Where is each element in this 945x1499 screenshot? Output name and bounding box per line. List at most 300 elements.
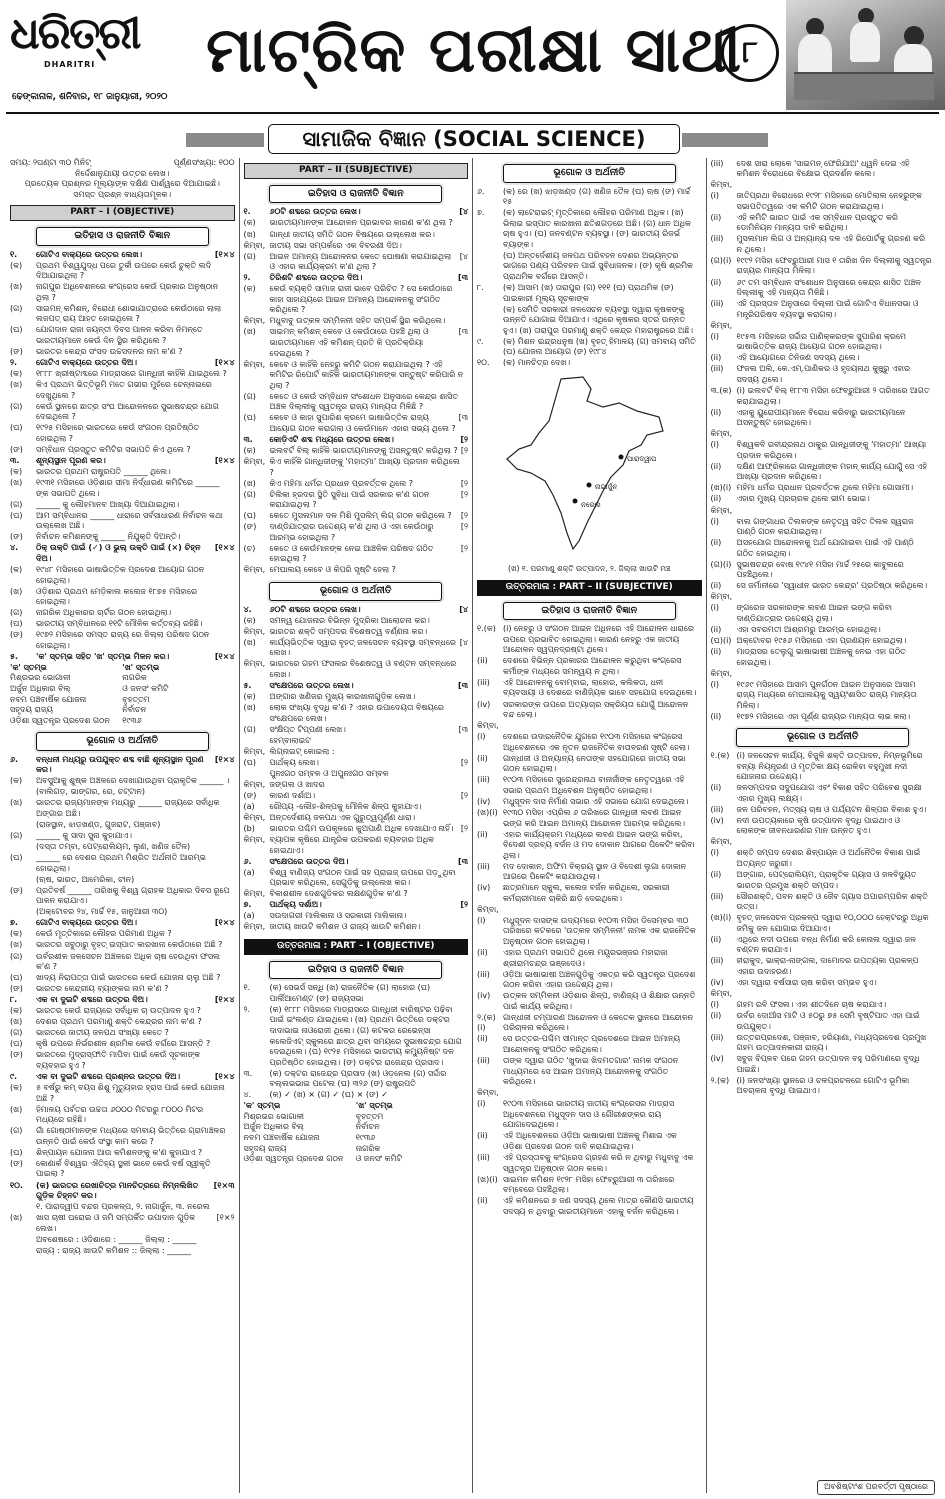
item-text: ଅବଶେଷରେ : ଓଡ଼ିଶାରେ : ______ ଜିଲ୍ଲା : ______	[36, 1234, 197, 1244]
item-text: ନାଗରିକ ଅଧିକାରର ଚାର୍ଟର ଗଠନ ହୋଇଥିଲା।	[36, 608, 172, 618]
item-text: ୧୯୯୨ ମସିହା ଫେବ୍ରୁଆରୀ ମାସ ୧ ତାରିଖ ଦିନ ଦିଲ୍ଲୀକୁ ସ୍ୱତନ୍ତ୍ର ରାଜ୍ୟର ମାନ୍ୟତା ମିଳିଲା।	[736, 255, 932, 276]
item-marks	[932, 956, 935, 977]
item-marks	[232, 907, 235, 918]
answers-part1-heading: ଉତ୍ତରମାଳା : PART – I (OBJECTIVE)	[244, 939, 469, 955]
page-number-badge: ୮	[721, 24, 779, 82]
item-number: ୯.	[477, 336, 484, 346]
item-number: (ଘ)	[10, 619, 23, 629]
item-text: ସମନ୍ୱ ଯୋଜନାର ବିଭିନ୍ନ ମୁଦ୍ରିକା ଆଲୋଚନା କର।	[269, 615, 430, 625]
item-marks	[232, 500, 235, 511]
item-text: ୬୯ ତମ ସମ୍ବିଧାନ ସଂଶୋଧନ ଅନୁସାରେ କେନ୍ଦ୍ର ଶାସିତ ଅଞ୍ଚଳ ଦିଲ୍ଲୀକୁ ଏହି ମାନ୍ୟତା ମିଳିଛି।	[736, 277, 921, 298]
item-text: ଦେଶର ପ୍ରଥମ ପରମାଣୁ ଶକ୍ତି କେନ୍ଦ୍ରର ନାମ କ'ଣ ?	[36, 1017, 202, 1027]
dateline: ଢେଙ୍କାନାଳ, ଶନିବାର, ୧୮ ଜାନୁୟାରୀ, ୨୦୨୦	[12, 92, 168, 102]
item-marks	[465, 802, 468, 813]
question-item	[711, 712, 936, 723]
item-number: କିମ୍ବା,	[243, 889, 266, 899]
question-item	[711, 1076, 936, 1097]
item-marks	[699, 830, 702, 862]
item-number: (iv)	[710, 977, 724, 987]
item-text: ୧. ପାରାଦ୍ୱୀପ ବନ୍ଦର ପ୍ରକଳ୍ପ, ୨. ନାଗାର୍ଜୁନ, ୩. ନରେଲ	[36, 1202, 210, 1212]
match-left: ମିଶ୍ରଭର ଭୋଗାଳୀ	[10, 673, 71, 683]
item-text	[737, 429, 933, 440]
question-item	[711, 870, 936, 891]
question-item	[711, 386, 936, 407]
question-list	[244, 605, 469, 933]
item-marks	[465, 284, 468, 316]
item-number: କିମ୍ବା,	[243, 626, 266, 636]
question-item	[477, 970, 702, 991]
question-item	[244, 241, 469, 252]
item-marks	[232, 1126, 235, 1147]
question-item	[711, 234, 936, 255]
item-number: (ଙ)	[10, 444, 23, 454]
item-number: (ଘ)	[10, 973, 23, 983]
match-left: ଓଡ଼ିଶା ସ୍ୱତନ୍ତ୍ର ପ୍ରଦେଶ ଗଠନ	[243, 1154, 344, 1164]
item-marks	[932, 669, 935, 680]
item-number: ୯.	[10, 1072, 18, 1082]
question-item	[711, 636, 936, 647]
item-text: ଗାନ୍ଧୀ ଜାତୀୟ ସମିତି ଗଠନ ବିଷୟରେ ଉଲ୍ଲେଖ କର।	[269, 229, 435, 239]
question-item	[10, 886, 235, 907]
item-number: (iii)	[710, 804, 724, 814]
item-text: ସାଇମନ୍ କମିଶନ୍, ବିରୋଧୀ ଶୋଭାଯାତ୍ରାରେ କେଉଁଠାରେ ଲାଲା ଲଜପତ୍ ରାୟ ଆହତ ହୋଇଥିଲେ ?	[36, 303, 222, 324]
question-item	[244, 616, 469, 627]
item-marks	[232, 511, 235, 532]
item-number: (i)	[710, 603, 719, 613]
question-item	[10, 820, 235, 831]
item-marks	[932, 913, 935, 934]
question-item	[10, 478, 235, 499]
item-number: (ଗ)	[10, 831, 23, 841]
question-item	[477, 830, 702, 862]
item-text	[503, 1088, 699, 1099]
item-number: ୧.	[243, 207, 251, 217]
question-item	[477, 624, 702, 656]
item-text: ଏହି କମିଟି ଭାରତ ପାଇଁ ଏକ ସମ୍ବିଧାନ ପ୍ରସ୍ତୁତ କରି ଡୋମିନିୟନ ମାନ୍ୟତା ଦାବି କରିଥିଲା।	[736, 212, 898, 233]
item-marks	[699, 1175, 702, 1196]
item-number: (ii)	[710, 277, 722, 287]
item-text: ମଧୁବାବୁ ଉତ୍କଳ ସମ୍ମିଳନୀ ସହିତ ସମ୍ପର୍କ ସ୍ଥିର କରିଥିଲେ।	[269, 316, 446, 326]
item-text: (କ) ସେମିତି ସରକାରୀ ଜଳସେଚନ ବ୍ୟବସ୍ଥା ଦ୍ୱାରା କୃଷକଙ୍କୁ ଉନ୍ନତି ଯୋଗାଇ ଦିଆଯାଏ। ଏଥିରେ କୃଷକର ସ୍ତର ଉନ୍ନତ ହୁଏ। (ଖ) ତାରାପୁର ପରମାଣୁ ଶକ୍ତି କେନ୍ଦ୍ର ମହାରାଷ୍ଟ୍ରରେ ଅଛି।	[503, 304, 694, 335]
item-marks	[932, 712, 935, 723]
item-text: ଭାରତର ରାଜ୍ୟମାନଙ୍କ ମଧ୍ୟରୁ ______ ରାଜ୍ୟରେ ସର୍ବାଧିକ ଅଙ୍ଗାର ଅଛି।	[36, 798, 220, 818]
item-number: (ଗ)	[243, 489, 256, 499]
question-item	[711, 581, 936, 592]
item-marks: [୩	[458, 413, 468, 423]
question-item	[711, 625, 936, 636]
item-number: (କ)	[243, 284, 256, 294]
item-number: କିମ୍ବା,	[243, 835, 266, 845]
column-2	[240, 158, 474, 1493]
item-number: (ଗ)	[243, 251, 256, 261]
item-marks	[232, 478, 235, 499]
item-text: ଭାରତୀୟମାନଙ୍କ ଆନ୍ଦୋଳନ ପ୍ରଭାବର କାରଣ କ'ଣ ଥିଲା ?	[269, 218, 453, 228]
item-text: ୧୯୩୧ ମସିହାରେ ଓଡ଼ିଶାର ସୀମା ନିର୍ଦ୍ଧାରଣ କମିଟିରେ ______ ଙ୍କ ସଭାପତି ଥିଲେ।	[36, 478, 220, 498]
map-label-paradeep: ପାରାଦ୍ୱୀପ	[627, 455, 657, 464]
item-text: କିଏ କାହିଁକି ଗାନ୍ଧିଜୀଙ୍କୁ 'ମହାତ୍ମା' ଆଖ୍ୟା ପ୍ରଦାନ କରିଥିଲେ ?	[269, 456, 460, 477]
question-item	[244, 522, 469, 543]
question-item	[477, 358, 702, 369]
item-number: (ଙ)	[10, 885, 23, 895]
item-number: କିମ୍ବା,	[710, 429, 733, 439]
question-item	[711, 321, 936, 332]
item-marks	[932, 234, 935, 255]
item-number: (iii)	[477, 969, 490, 979]
item-marks: [୩	[458, 327, 468, 337]
question-item	[244, 659, 469, 680]
question-item	[244, 230, 469, 241]
item-text: ଜାତୀୟ ଖାଉଟି କମିଶନ ଓ ରାଜ୍ୟ ଖାଉଟି କମିଶନ।	[269, 922, 421, 932]
question-item	[711, 429, 936, 440]
item-number: ୪.	[10, 543, 19, 553]
item-number: (ଖ)	[243, 478, 256, 488]
question-item	[711, 816, 936, 837]
question-item	[10, 853, 235, 874]
item-text	[737, 592, 933, 603]
question-item	[10, 261, 235, 282]
section-geography-heading: ଭୂଗୋଳ ଓ ଅର୍ଥନୀତି	[736, 728, 909, 747]
item-number: (ଖ)	[243, 327, 256, 337]
question-item	[711, 538, 936, 559]
item-marks	[932, 592, 935, 603]
map-point-narel	[573, 499, 578, 504]
question-item	[10, 282, 235, 303]
item-text: କେଉଁ ମୃତ୍ତିକାରେ ଲୌହର ପରିମାଣ ଅଧିକ ?	[36, 929, 172, 939]
item-text: ଏହି କମିଶନରେ ୭ ଜଣ ସଦସ୍ୟ ଥିଲେ ମାତ୍ର କୌଣସି ଭାରତୀୟ ସଦସ୍ୟ ନ ଥିବାରୁ ଭାରତୀୟମାନେ ଏହାକୁ ବର୍ଜନ କରିଥିଲେ।	[503, 1196, 694, 1216]
item-text: ଏହାର ମୁଖ୍ୟ ପ୍ରଚାରକ ଥିଲେ ଭୀମ ଭୋଇ।	[736, 494, 870, 504]
item-number: ୭.	[477, 208, 485, 218]
answers-part2-heading: ଉତ୍ତରମାଳା : PART – II (SUBJECTIVE)	[477, 580, 702, 596]
question-item	[244, 681, 469, 692]
item-marks	[232, 445, 235, 456]
question-item	[244, 605, 469, 616]
question-item	[244, 252, 469, 273]
item-marks	[232, 1050, 235, 1071]
item-marks	[465, 316, 468, 327]
item-number: (ଚ)	[243, 543, 256, 553]
question-item	[477, 916, 702, 948]
item-text: ଗୋଟିଏ ବାକ୍ୟରେ ଉତ୍ତର ଦିଅ।	[36, 358, 137, 368]
item-text: ଗାନ୍ଧୀଜୀ ଚମ୍ପାରଣ ଆନ୍ଦୋଳନ ଓ କେତେକ ସ୍ଥାନରେ ଆନ୍ଦୋଳନ ପରିଚାଳନା କରିଥିଲେ।	[503, 1012, 694, 1033]
item-number: (i)	[710, 679, 719, 689]
item-text: ସଂକ୍ଷିପ୍ତ ଟିପ୍ପଣୀ ଲେଖ।	[269, 724, 346, 734]
item-text: କେତେ ଓ କେଉଁ ସମ୍ବିଧାନ ସଂଶୋଧନ ଅନୁସାରେ କେନ୍ଦ୍ର ଶାସିତ ଅଞ୍ଚଳ ଦିଲ୍ଲୀକୁ ସ୍ୱତନ୍ତ୍ର ରାଜ୍ୟ ମାନ୍ୟତା ମିଳିଛି ?	[269, 391, 459, 412]
item-text: (ଅକ୍ଟୋବର ୨୪, ମାର୍ଚ୍ଚ ୧୫, ଜାନୁଆରୀ ୩୦)	[36, 907, 168, 917]
item-number: (ii)	[710, 647, 722, 657]
item-text: ଉର୍ବର ଦୋଆଁସ ମାଟି ଓ ୫୦ରୁ ୭୫ ସେମି ବୃଷ୍ଟିପାତ ଏହା ପାଇଁ ଉପଯୁକ୍ତ।	[736, 1011, 920, 1031]
item-text: ଭାରତର ଶକ୍ତି ସମ୍ପଦର ବିଶେଷତ୍ୱ ବର୍ଣ୍ଣନା କର।	[269, 626, 428, 636]
item-marks	[465, 736, 468, 747]
item-number: କିମ୍ବା,	[710, 320, 733, 330]
question-item	[10, 358, 235, 369]
page-title: ମାଟ୍ରିକ ପରୀକ୍ଷା ସାଥୀ	[206, 13, 743, 86]
item-text: ଦେଶ ସାରା ଲୋକେ 'ସାଇମନ୍ ଫେରିଯାଅ' ଧ୍ୱନି ଦେଇ ଏହି କମିଶନ ବିରୋଧରେ ବିକ୍ଷୋଭ ପ୍ରଦର୍ଶନ କଲେ।	[736, 158, 910, 179]
question-item	[244, 490, 469, 511]
item-marks: [୪	[459, 604, 468, 614]
section-geography-heading: ଭୂଗୋଳ ଓ ଅର୍ଥନୀତି	[503, 164, 676, 183]
match-left: ଅର୍ଜୁନ ଅଧିକାର ବିଲ୍	[10, 683, 71, 693]
question-item	[10, 984, 235, 995]
item-text: ବନ୍ଧନୀ ମଧ୍ୟରୁ ଉପଯୁକ୍ତ ଶବ୍ଦ ବାଛି ଶୂନ୍ୟସ୍ଥାନ ପୂରଣ କର।	[36, 754, 204, 775]
item-marks	[932, 256, 935, 277]
match-left: ଅର୍ଜୁନ ଅଧିକାର ବିଲ୍	[243, 1122, 304, 1132]
item-number: (କ)	[10, 369, 23, 379]
item-marks	[932, 517, 935, 538]
match-col-a: 'କ' ସ୍ତମ୍ଭ	[10, 662, 47, 672]
item-marks	[699, 1131, 702, 1152]
item-number: କିମ୍ବା,	[710, 989, 733, 998]
item-text: କୃଷି ଉପରେ ନିର୍ଭରଶୀଳ ଶ୍ରମିକ କେଉଁ ବର୍ଗରେ ଆସନ୍ତି ?	[36, 1039, 211, 1049]
item-text: ରୌପ୍ୟ -ଲୌହ-ଶିଳ୍ପକୁ ମୌଳିକ ଶିଳ୍ପ କୁହାଯାଏ।	[269, 801, 422, 811]
item-marks	[932, 332, 935, 353]
question-item	[10, 380, 235, 401]
item-marks	[465, 703, 468, 724]
item-text: କେତେ ମୁସଲମାନ ଦଳ ମିଶି ମୁସଲିମ୍ ଲିଗ୍ ଗଠନ କରିଥିଲେ ?	[269, 511, 452, 521]
question-item	[711, 299, 936, 320]
question-item	[244, 1005, 469, 1068]
item-marks	[465, 922, 468, 933]
item-number	[244, 736, 270, 747]
item-text: ବ୍ୟାପକ କୃଷିରେ ଯାନ୍ତ୍ରିକ ଉପକରଣ ବ୍ୟବହାର ଅଧିକ ହୋଇଥାଏ।	[269, 835, 435, 855]
india-outline-map	[491, 373, 671, 558]
item-marks	[232, 380, 235, 401]
item-number: (ii)	[710, 625, 722, 635]
question-item	[477, 700, 702, 721]
item-marks: [୨	[460, 434, 468, 444]
section-geography-heading: ଭୂଗୋଳ ଓ ଅର୍ଥନୀତି	[269, 582, 442, 601]
item-marks: [୨	[460, 478, 468, 488]
item-number: (ଘ)	[10, 1147, 23, 1157]
question-item	[711, 560, 936, 581]
item-number: (ii)	[710, 783, 722, 793]
question-item	[477, 883, 702, 904]
item-number: ୫.	[10, 651, 19, 661]
item-text: ଅକ୍ଟୋବର ୧୯୫୬ ମସିହାରେ ଏହା ପ୍ରଣୟନ ହୋଇଥିଲା।	[736, 636, 907, 646]
item-marks	[465, 835, 468, 856]
item-text: ମଧୁସୂଦନ ଦାସ ନିର୍ମାଣ ସଭାର ଏହି ସଭାରେ ଯୋଗ ଦେଇଥିଲେ।	[503, 796, 689, 806]
item-number: (iv)	[477, 699, 491, 709]
item-number: କିମ୍ବା,	[243, 565, 266, 575]
item-marks: [୧×୪	[214, 651, 235, 661]
item-number: ୪.	[243, 1090, 252, 1100]
question-item	[477, 251, 702, 283]
item-text: ଦାଣ୍ଡିଯାତ୍ରାର ଉଦ୍ଦେଶ୍ୟ କ'ଣ ଥିଲା ଓ ଏହା କେଉଁଠାରୁ ଆରମ୍ଭ ହୋଇଥିଲା ?	[269, 522, 434, 542]
item-number: (ii)	[477, 948, 488, 958]
match-table	[10, 673, 235, 726]
item-marks	[232, 820, 235, 831]
item-number: କିମ୍ବା,	[710, 668, 733, 678]
question-item	[10, 995, 235, 1006]
question-item	[244, 316, 469, 327]
item-marks	[232, 1105, 235, 1126]
item-marks	[699, 916, 702, 948]
question-item	[10, 1083, 235, 1104]
banner-bar-left	[186, 133, 264, 147]
item-number: (b)	[243, 823, 255, 833]
item-text: ଏହି ଅଧିବେଶନରେ ଓଡ଼ିଆ ଭାଷାଭାଷୀ ଅଞ୍ଚଳକୁ ମିଶାଇ ଏକ ଓଡ଼ିଶା ପ୍ରଦେଶ ଗଠନ ଦାବି କରାଯାଇଥିଲା।	[503, 1131, 677, 1151]
question-item	[244, 725, 469, 736]
instruction-1: ନିର୍ଦ୍ଦେଶାନୁଯାୟୀ ଉତ୍ତର ଲେଖ।	[75, 168, 170, 178]
match-right: ୧୯୩୬	[355, 1133, 376, 1142]
item-marks: [୧×୨	[216, 1213, 235, 1223]
item-marks	[232, 940, 235, 951]
item-marks: [୩	[458, 680, 468, 690]
item-text: ଜଙ୍ଗଲ ଓ ଖାଦର	[269, 779, 325, 789]
item-text: ତିରିଶଟି ଶବ୍ଦରେ ଉତ୍ତର ଦିଅ।	[269, 273, 363, 283]
item-marks	[465, 780, 468, 791]
item-marks	[699, 283, 702, 304]
subject-banner	[6, 122, 939, 156]
item-text: (i) ଇଲବର୍ଟ ବିଲ୍ ୧୮୮୩ ମସିହା ଫେବ୍ରୁଆରୀ ୨ ତାରିଖରେ ଆଗତ କରାଯାଇଥିଲା।	[736, 385, 930, 406]
question-item	[244, 922, 469, 933]
item-number: ୮.	[10, 995, 18, 1005]
item-marks	[232, 1028, 235, 1039]
item-text: ଆମ ସମ୍ବିଧାନର ______ ଧାରାରେ ସର୍ବସାଧାରଣ ନିର୍ବାଚନ କଥା ଉଲ୍ଲେଖ ଅଛି।	[36, 510, 223, 531]
item-number: (କ)	[10, 776, 23, 786]
item-text	[737, 989, 933, 1000]
item-marks	[932, 180, 935, 191]
match-table-header	[10, 663, 235, 674]
newspaper-logo[interactable]	[10, 4, 160, 80]
item-marks	[932, 364, 935, 385]
item-marks	[699, 1088, 702, 1099]
continued-note[interactable]: ଅବଶିଷ୍ଟାଂଶ ପରବର୍ତ୍ତୀ ପୃଷ୍ଠାରେ	[817, 1480, 935, 1495]
item-marks	[932, 462, 935, 483]
item-number: କିମ୍ବା,	[243, 240, 266, 250]
question-item	[244, 813, 469, 824]
question-item	[711, 837, 936, 848]
question-item	[244, 983, 469, 1004]
item-number: (ii)	[710, 538, 722, 548]
question-item	[10, 755, 235, 776]
answer-list	[244, 983, 469, 1101]
item-number: କିମ୍ବା,	[710, 837, 733, 847]
question-item	[477, 337, 702, 358]
item-marks: [୧×୪	[214, 1072, 235, 1082]
section-history-heading: ଇତିହାସ ଓ ରାଜନୀତି ବିଜ୍ଞାନ	[36, 227, 209, 246]
item-marks	[232, 1083, 235, 1104]
question-item	[10, 1213, 235, 1234]
item-marks	[232, 325, 235, 346]
item-text	[737, 506, 933, 517]
item-text: କିଏ ମହିମା ଧର୍ମର ପ୍ରଧାନ ପ୍ରବର୍ତ୍ତକ ଥିଲେ ?	[269, 478, 414, 488]
match-right: ନିର୍ବାଚନ	[355, 1122, 380, 1132]
question-item	[10, 940, 235, 951]
item-number: (ଖ)	[243, 637, 256, 647]
column-3	[473, 158, 707, 1493]
match-row	[244, 1133, 469, 1144]
match-row	[10, 705, 235, 716]
item-marks	[932, 560, 935, 581]
answer-list	[477, 187, 702, 369]
question-item	[711, 191, 936, 212]
item-number: (ଖ)	[10, 1104, 23, 1114]
article-columns	[6, 158, 939, 1493]
question-item	[10, 467, 235, 478]
item-number: (ଙ)	[10, 630, 23, 640]
item-marks	[232, 831, 235, 842]
item-number: (କ)	[10, 467, 23, 477]
item-number: ୬.	[477, 186, 485, 196]
item-text: (i) ଜନସଂଖ୍ୟା ସ୍ଥାନରେ ଓ ଚଳପ୍ରଚଳରେ ଗୋଟିଏ ଭୂମିକା ଅବଚାଳନା ବୃଦ୍ଧି ପାଇଥାଏ।	[736, 1075, 910, 1096]
question-item	[477, 305, 702, 337]
item-text: ଏହି ଆୟୋଗରେ ତିନିଜଣ ସଦସ୍ୟ ଥିଲେ।	[736, 353, 860, 363]
item-number: ୩.	[10, 455, 20, 465]
item-text: (କ) ୧୮୮୮ ମସିହାରେ ମାଡ୍ରାସରେ ଗାନ୍ଧିଜୀ ବାରିଷ୍ଟର ପଢ଼ିବା ପାଇଁ ଇଂଲଣ୍ଡ ଯାଇଥିଲେ। (ଖ) ପ୍ରଥମ ଭିତ୍ତିରେ ଡକ୍ଟର ଦାଦାଭାଇ ନାଓରୋଜୀ ଥିଲେ। (ଗ) କଟକର ରେଭେନ୍ସା କଲେଜିଏଟ୍ ସ୍କୁଲରେ ଛାତ୍ର ଥିବା ସମୟରେ ସୁଭାଷଚନ୍ଦ୍ର ଯୋଗ ଦେଇଥିଲେ। (ଘ) ୧୯୨୫ ମସିହାରେ ଭାରତୀୟ କମ୍ୟୁନିଷ୍ଟ ଦଳ ପ୍ରତିଷ୍ଠିତ ହୋଇଥିଲା। (ଙ) ଡକ୍ଟର ରାଜେନ୍ଦ୍ର ପ୍ରସାଦ।	[269, 1004, 462, 1067]
item-number: (ii)	[710, 461, 722, 471]
question-item	[711, 494, 936, 505]
item-text: କେଉଁ ବ୍ୟକ୍ତି ସାମାଜ ରାଜୀ ଭାବେ ପରିଚିତ ? ସେ କେଉଁଠାରେ କାହା ସାହାଯ୍ୟରେ ଆଇନ ଅମାନ୍ୟ ଆନ୍ଦୋଳନକୁ ସଂଗଠିତ କରିଥିଲେ ?	[269, 284, 453, 315]
question-item	[244, 413, 469, 434]
question-item	[477, 862, 702, 883]
item-text: ଉର୍ବରଶୀଳ ଜଳସେଚନ ଅଞ୍ଚଳରେ ଅଧିକ ଚାଷ ହେଉଥିବା ଫସଲ କ'ଣ ?	[36, 951, 220, 972]
item-text: ଏହି ଆନ୍ଦୋଳନକୁ ବୋମ୍ବାଇ, ଲାହୋର, କଲିକତା, ଧନୀ ବ୍ୟବସାୟୀ ଓ ଦେଶରେ ବାଣିଜ୍ୟିକ ଭାବେ ସହଯୋଗ ଦେଇଥିଲେ।	[503, 677, 697, 698]
item-marks	[699, 732, 702, 753]
item-number: (ଗ)	[10, 499, 23, 509]
match-right: ବୃହତ୍ତମ	[122, 694, 150, 704]
masthead	[6, 0, 939, 114]
question-item	[244, 1069, 469, 1090]
item-marks	[932, 159, 935, 180]
question-item	[477, 797, 702, 808]
item-number: (ii)	[477, 656, 488, 666]
item-marks	[232, 1006, 235, 1017]
item-text	[737, 669, 933, 680]
item-number: କିମ୍ବା,	[243, 316, 266, 326]
item-marks	[465, 659, 468, 680]
match-left: ନବମ ପଞ୍ଚବାର୍ଷିକ ଯୋଜନା	[243, 1133, 320, 1142]
item-number: (ii)	[710, 407, 722, 417]
question-item	[244, 284, 469, 316]
item-text: ଉତ୍ତରପ୍ରଦେଶ, ପଞ୍ଜାବ, ହରିୟାଣା, ମଧ୍ୟପ୍ରଦେଶ ପ୍ରମୁଖ ଗହମ ଉତ୍ପାଦନକାରୀ ରାଜ୍ୟ।	[736, 1032, 927, 1053]
item-marks	[932, 805, 935, 816]
item-number: ୨.	[243, 273, 251, 283]
item-marks	[232, 1148, 235, 1159]
item-number: (ଘ)	[10, 423, 23, 433]
item-number: (କ)	[243, 445, 256, 455]
answer-match-header	[244, 1101, 469, 1112]
question-item	[711, 783, 936, 804]
item-marks: [୨	[460, 511, 468, 521]
item-marks	[232, 608, 235, 619]
question-item	[244, 273, 469, 284]
item-number: ୭.	[243, 900, 252, 910]
item-number: (ଗ)	[10, 951, 23, 961]
question-item	[711, 462, 936, 483]
item-text: ଏହା ସବରମତୀ ଆଶ୍ରମରୁ ଆରମ୍ଭ ହୋଇଥିଲା।	[736, 625, 881, 635]
item-number: (ଖ)	[10, 478, 23, 488]
item-text: ଭାରତରେ ମୁଦ୍ରାସ୍ଫୀତି ମାପିବା ପାଇଁ କେଉଁ ସୂଚକାଙ୍କ ବ୍ୟବହାର ହୁଏ ?	[36, 1050, 201, 1070]
question-item	[10, 511, 235, 532]
item-marks	[232, 1159, 235, 1180]
item-number: (ଘ)	[243, 413, 256, 423]
item-marks	[232, 587, 235, 608]
item-marks: [୧×୪	[214, 249, 235, 259]
item-number: (ଖ)	[243, 229, 256, 239]
item-marks	[232, 798, 235, 819]
item-text: ଦକ୍ଷିଣ ଆଫ୍ରିକାରେ ଗାନ୍ଧିଜୀଙ୍କ ମହାନ୍ କାର୍ଯ୍ୟ ଯୋଗୁଁ ସେ ଏହି ଆଖ୍ୟା ପ୍ରଦାନ କରିଥିଲେ।	[736, 461, 928, 482]
item-number: (ଙ)	[243, 790, 257, 800]
item-marks	[232, 929, 235, 940]
question-item	[10, 918, 235, 929]
item-number: କିମ୍ବା,	[243, 456, 266, 466]
item-text: ଏକ ବା ଦୁଇଟି ଶବ୍ଦରେ ପ୍ରଶ୍ନର ଉତ୍ତର ଦିଅ।	[36, 1072, 181, 1082]
question-item	[711, 913, 936, 934]
question-item	[477, 1088, 702, 1099]
question-item	[10, 875, 235, 886]
question-item	[10, 776, 235, 787]
question-item	[244, 769, 469, 780]
